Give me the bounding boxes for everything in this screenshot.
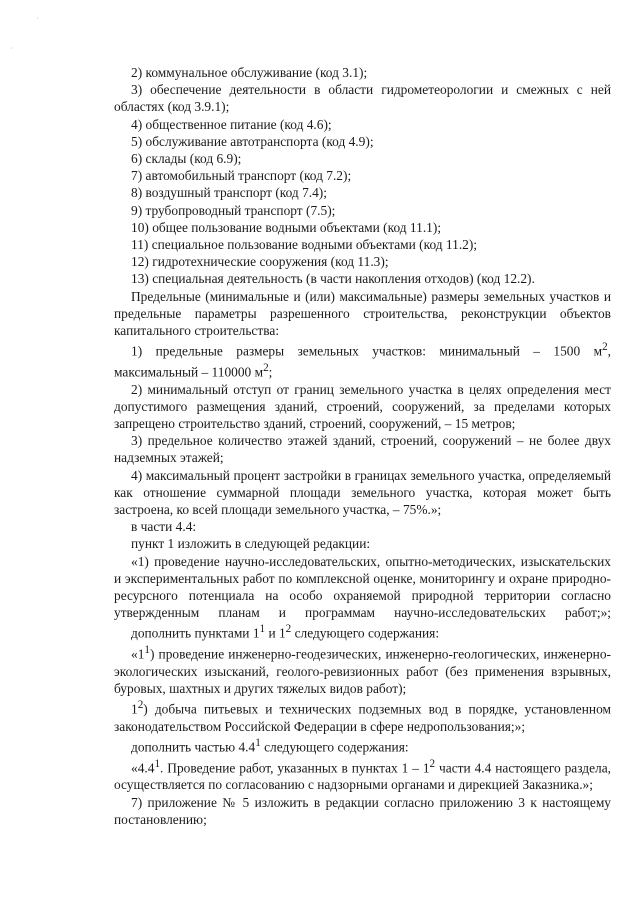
point-text: «$1^1$) проведение инженерно-геодезических, инженерно-геологических, инженерно-экологических изысканий, геолого-ревизионных работ (без применения взрывных, буровых, шахтных и других тяжелых видов работ); [114,644,611,696]
point-text: «1) проведение научно-исследовательских, опытно-методических, изыскательских и экспериментальных работ по комплексной оценке, мониторингу и охране природно-ресурсного потенциала на особо охраняемой природной территории согласно утвержденным планам и программам научно-исследовательских работ;»; [114,553,611,621]
list-item: 5) обслуживание автотранспорта (код 4.9); [131,133,374,149]
list-item: 2) коммунальное обслуживание (код 3.1); [131,65,368,80]
scan-speck: · [10,44,13,53]
list-item: 12) гидротехнические сооружения (код 11.3); [131,254,389,270]
list-item: 10) общее пользование водными объектами (код 11.1); [131,219,442,235]
item-paragraph: 7) приложение № 5 изложить в редакции согласно приложению 3 к настоящему постановлению; [114,794,611,827]
part-heading: в части 4.4: [131,519,197,535]
part-text: «$4.4^1$. Проведение работ, указанных в пунктах $1 - 1^2$ части 4.4 настоящего раздела, осуществляется по согласованию с надзорными органами и дирекцией Заказника.»; [114,757,612,793]
scan-speck: · [36,14,39,23]
list-item: 8) воздушный транспорт (код 7.4); [131,185,327,201]
limit-paragraph: 1) предельные размеры земельных участков: минимальный – 1500 $м^2$, максимальный – 110000 $м^2$; [114,341,611,380]
point-heading: пункт 1 изложить в следующей редакции: [131,536,371,552]
point-text: $1^2$) добыча питьевых и технических подземных вод в порядке, установленном законодательством Российской Федерации в сфере недропользования;»; [114,699,611,734]
limit-paragraph: 3) предельное количество этажей зданий, строений, сооружений – не более двух надземных этажей; [114,433,611,466]
list-item: 3) обеспечение деятельности в области гидрометеорологии и смежных с ней областях (код 3.9.1); [114,82,611,115]
limit-paragraph: 4) максимальный процент застройки в границах земельного участка, определяемый как отношение суммарной площади земельного участка, которая может быть застроена, ко всей площади земельного участка, – 75%.»; [114,467,611,518]
list-item: 6) склады (код 6.9); [131,151,242,167]
limits-intro: Предельные (минимальные и (или) максимальные) размеры земельных участков и предельные параметры разрешенного строительства, реконструкции объектов капитального строительства: [114,288,611,339]
document-body [114,64,611,828]
list-item: 9) трубопроводный транспорт (7.5); [131,202,336,218]
add-part-instruction: дополнить частью $4.4^1$ следующего содержания: [131,737,409,755]
limit-paragraph: 2) минимальный отступ от границ земельного участка в целях определения мест допустимого размещения зданий, строений, сооружений, за пределами которых запрещено строительство зданий, строений, сооружений, – 15 метров; [114,381,611,431]
add-points-instruction: дополнить пунктами $1^1$ и $1^2$ следующего содержания: [131,623,440,641]
list-item: 7) автомобильный транспорт (код 7.2); [131,168,352,184]
list-item: 4) общественное питание (код 4.6); [131,116,332,132]
list-item: 13) специальная деятельность (в части накопления отходов) (код 12.2). [131,271,535,287]
list-item: 11) специальное пользование водными объектами (код 11.2); [131,237,478,253]
